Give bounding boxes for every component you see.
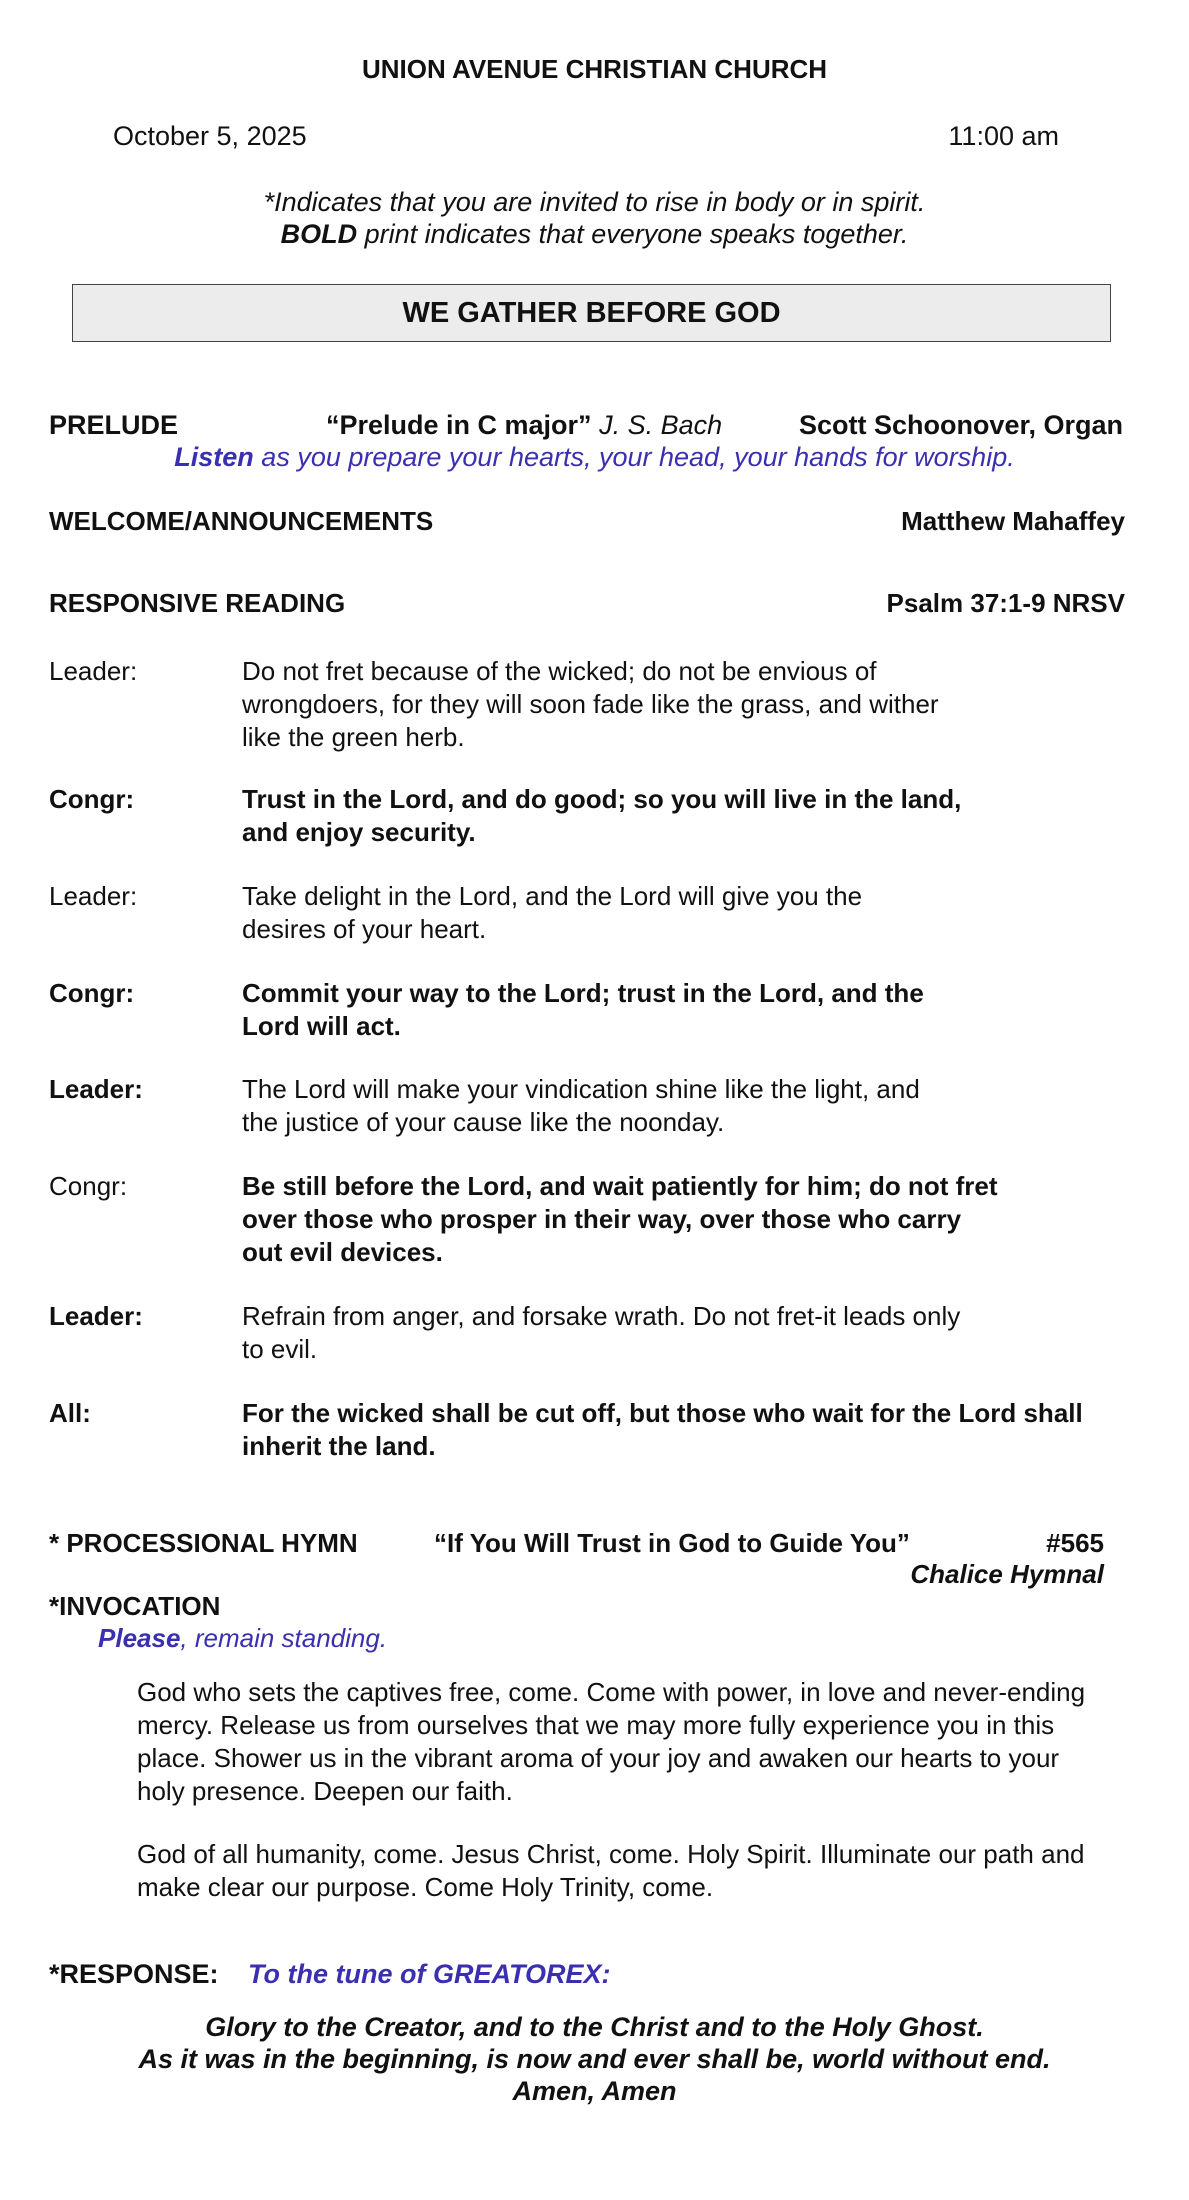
speaker-label: Leader: bbox=[49, 881, 138, 911]
speaker-label: Leader: bbox=[49, 1074, 143, 1104]
instruction-lead: Listen bbox=[174, 442, 254, 472]
hymn-label: * PROCESSIONAL HYMN bbox=[49, 1528, 358, 1558]
doxology-line-3: Amen, Amen bbox=[512, 2076, 677, 2106]
invocation-paragraph-1: God who sets the captives free, come. Come with power, in love and never-ending mercy. Release us from ourselves that we may more fully experience you in this place. Shower us in the vibrant aroma of your joy and awaken our hearts to your holy presence. Deepen our faith. bbox=[137, 1677, 1086, 1806]
note-rest: print indicates that everyone speaks together. bbox=[357, 219, 909, 249]
reading-line: Be still before the Lord, and wait patiently for him; do not fret over those who prosper in their way, over those who carry out evil devices. bbox=[242, 1171, 998, 1267]
instruction-note-2 bbox=[0, 218, 1189, 251]
prelude-instruction bbox=[0, 441, 1189, 474]
reading-line: Do not fret because of the wicked; do not be envious of wrongdoers, for they will soon fade like the grass, and wither like the green herb. bbox=[242, 656, 939, 752]
service-time: 11:00 am bbox=[948, 121, 1059, 151]
reading-line: Commit your way to the Lord; trust in the Lord, and the Lord will act. bbox=[242, 978, 924, 1041]
speaker-label: Congr: bbox=[49, 784, 135, 814]
prelude-label: PRELUDE bbox=[49, 410, 179, 440]
church-name: UNION AVENUE CHRISTIAN CHURCH bbox=[361, 54, 828, 84]
doxology-line-1: Glory to the Creator, and to the Christ and to the Holy Ghost. bbox=[205, 2012, 984, 2042]
prelude-title: “Prelude in C major” bbox=[326, 410, 592, 440]
reading-line: For the wicked shall be cut off, but those who wait for the Lord shall inherit the land. bbox=[242, 1398, 1083, 1461]
section-banner: WE GATHER BEFORE GOD bbox=[72, 284, 1111, 342]
prelude-piece bbox=[326, 409, 722, 442]
welcome-leader: Matthew Mahaffey bbox=[901, 506, 1125, 536]
instruction-rest: , remain standing. bbox=[180, 1623, 388, 1653]
response-label: *RESPONSE: bbox=[49, 1959, 219, 1989]
instruction-rest: as you prepare your hearts, your head, your hands for worship. bbox=[253, 442, 1015, 472]
service-date: October 5, 2025 bbox=[113, 121, 307, 151]
bold-word: BOLD bbox=[280, 219, 358, 249]
reading-line: Trust in the Lord, and do good; so you will live in the land, and enjoy security. bbox=[242, 784, 962, 847]
reading-line: The Lord will make your vindication shine like the light, and the justice of your cause like the noonday. bbox=[242, 1074, 920, 1137]
speaker-label: All: bbox=[49, 1398, 91, 1428]
reading-reference: Psalm 37:1-9 NRSV bbox=[886, 588, 1125, 618]
speaker-label: Congr: bbox=[49, 1171, 128, 1201]
prelude-composer: J. S. Bach bbox=[599, 410, 723, 440]
speaker-label: Leader: bbox=[49, 656, 138, 686]
hymn-number: #565 bbox=[1046, 1528, 1104, 1558]
speaker-label: Leader: bbox=[49, 1301, 143, 1331]
reading-label: RESPONSIVE READING bbox=[49, 588, 346, 618]
response-tune: To the tune of GREATOREX: bbox=[248, 1959, 611, 1989]
hymnal-name: Chalice Hymnal bbox=[910, 1559, 1104, 1589]
invocation-label: *INVOCATION bbox=[49, 1591, 221, 1621]
reading-line: Take delight in the Lord, and the Lord will give you the desires of your heart. bbox=[242, 881, 863, 944]
hymn-title: “If You Will Trust in God to Guide You” bbox=[434, 1528, 910, 1558]
prelude-performer: Scott Schoonover, Organ bbox=[798, 410, 1123, 440]
reading-line: Refrain from anger, and forsake wrath. Do not fret-it leads only to evil. bbox=[242, 1301, 961, 1364]
instruction-lead: Please bbox=[98, 1623, 181, 1653]
speaker-label: Congr: bbox=[49, 978, 135, 1008]
welcome-label: WELCOME/ANNOUNCEMENTS bbox=[49, 506, 434, 536]
invocation-paragraph-2: God of all humanity, come. Jesus Christ, come. Holy Spirit. Illuminate our path and make clear our purpose. Come Holy Trinity, come. bbox=[137, 1839, 1085, 1902]
invocation-instruction bbox=[98, 1622, 387, 1655]
instruction-note-1: *Indicates that you are invited to rise in body or in spirit. bbox=[263, 187, 926, 217]
doxology-line-2: As it was in the beginning, is now and ever shall be, world without end. bbox=[138, 2044, 1051, 2074]
